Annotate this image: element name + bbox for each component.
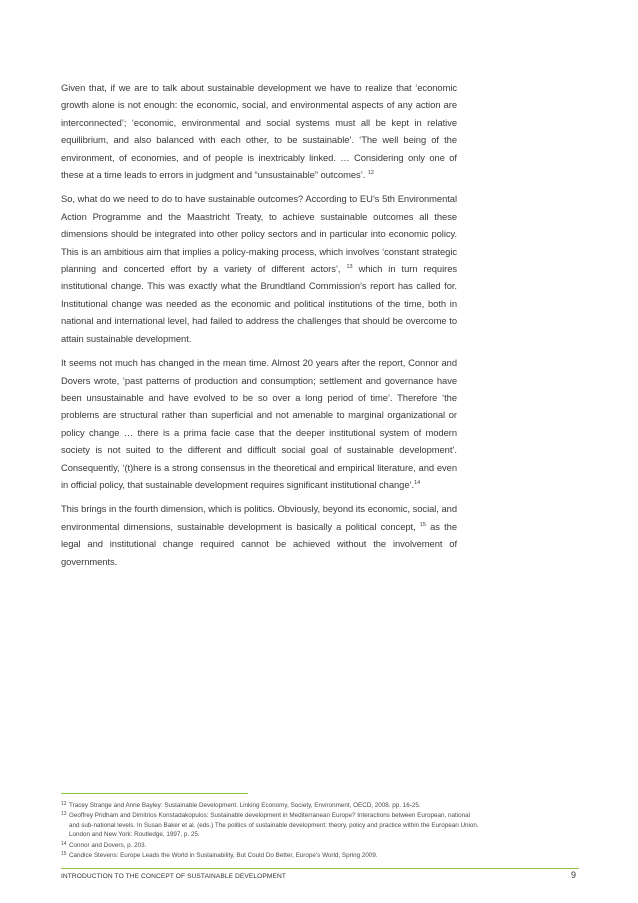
footnote-12: 12 Tracey Strange and Anne Bayley: Sustainable Development. Linking Economy, Society, Environment, OECD, 2008. pp. 16-25.	[61, 801, 421, 809]
footnotes	[61, 800, 481, 860]
paragraph-4: This brings in the fourth dimension, which is politics. Obviously, beyond its economic, social, and environmental dimensions, sustainable development is basically a political concept, $^{15}$ as the legal and institutional change required cannot be achieved without the involvement of governments.	[61, 503, 458, 567]
footnote-15: 15 Candice Stevens: Europe Leads the World in Sustainability, But Could Do Better, Europe’s World, Spring 2009.	[61, 851, 378, 860]
footnote-ref-12[interactable]: 12	[367, 170, 374, 177]
paragraph-3: It seems not much has changed in the mean time. Almost 20 years after the report, Connor and Dovers wrote, ‘past patterns of production and consumption; settlement and governance have been unsustainable and have evolved to be so over a long period of time’. Therefore ‘the problems are structural rather than superficial and not amenable to marginal organizational or policy change … there is a prima facie case that the deeper institutional system of modern society is not suited to the different and difficult social goal of sustainable development’. Consequently, ‘(t)here is a strong consensus in the theoretical and empirical literature, and even in official policy, that sustainable development requires significant institutional change’.$^{14}$	[61, 357, 457, 490]
paragraph-1: Given that, if we are to talk about sustainable development we have to realize that ‘economic growth alone is not enough: the economic, social, and environmental aspects of any action are interconnected’; ‘economic, environmental and social systems must all be kept in relative equilibrium, and also balanced with each other, to be sustainable’. ‘The well being of the environment, of economies, and of people is inextricably linked. … Considering only one of these at a time leads to errors in judgment and “unsustainable” outcomes’. $^{12}$	[61, 82, 457, 181]
footnote-number: 12	[61, 801, 67, 807]
page-number: 9	[570, 870, 576, 880]
footnote-ref-14[interactable]: 14	[414, 479, 421, 486]
running-footer-title: INTRODUCTION TO THE CONCEPT OF SUSTAINABLE DEVELOPMENT	[61, 873, 286, 880]
footer-divider	[61, 868, 579, 869]
footnote-number: 14	[61, 840, 67, 847]
footnote-divider	[61, 793, 248, 794]
paragraph-2: So, what do we need to do to have sustainable outcomes? According to EU’s 5th Environmental Action Programme and the Maastricht Treaty, to achieve sustainable outcomes all these dimensions should be integrated into other policy sectors and in particular into economic policy. This is an ambitious aim that implies a policy-making process, which involves ‘constant strategic planning and concerted effort by a variety of different actors’, $^{13}$ which in turn requires institutional change. This was exactly what the Brundtland Commission’s report has called for. Institutional change was needed as the economic and political institutions of the time, both in national and international level, had failed to address the challenges that should be overcome to attain sustainable development.	[61, 193, 457, 344]
footnote-14: 14 Connor and Dovers, p. 203.	[61, 840, 147, 849]
footnote-ref-15[interactable]: 15	[419, 521, 426, 528]
footnote-number: 13	[61, 811, 67, 818]
footnote-13: 13 Geoffrey Pridham and Dimitrios Konstadakopulos: Sustainable development in Mediterranean Europe? Interactions between European, national and sub-national levels. In Susan Baker et al. (eds.) The politics of sustainable development: theory, policy and practice within the European Union. London and New York: Routledge, 1997, p. 25.	[61, 811, 479, 839]
footnote-ref-13[interactable]: 13	[346, 264, 353, 271]
footnote-number: 15	[61, 851, 67, 858]
body-text	[61, 79, 457, 577]
